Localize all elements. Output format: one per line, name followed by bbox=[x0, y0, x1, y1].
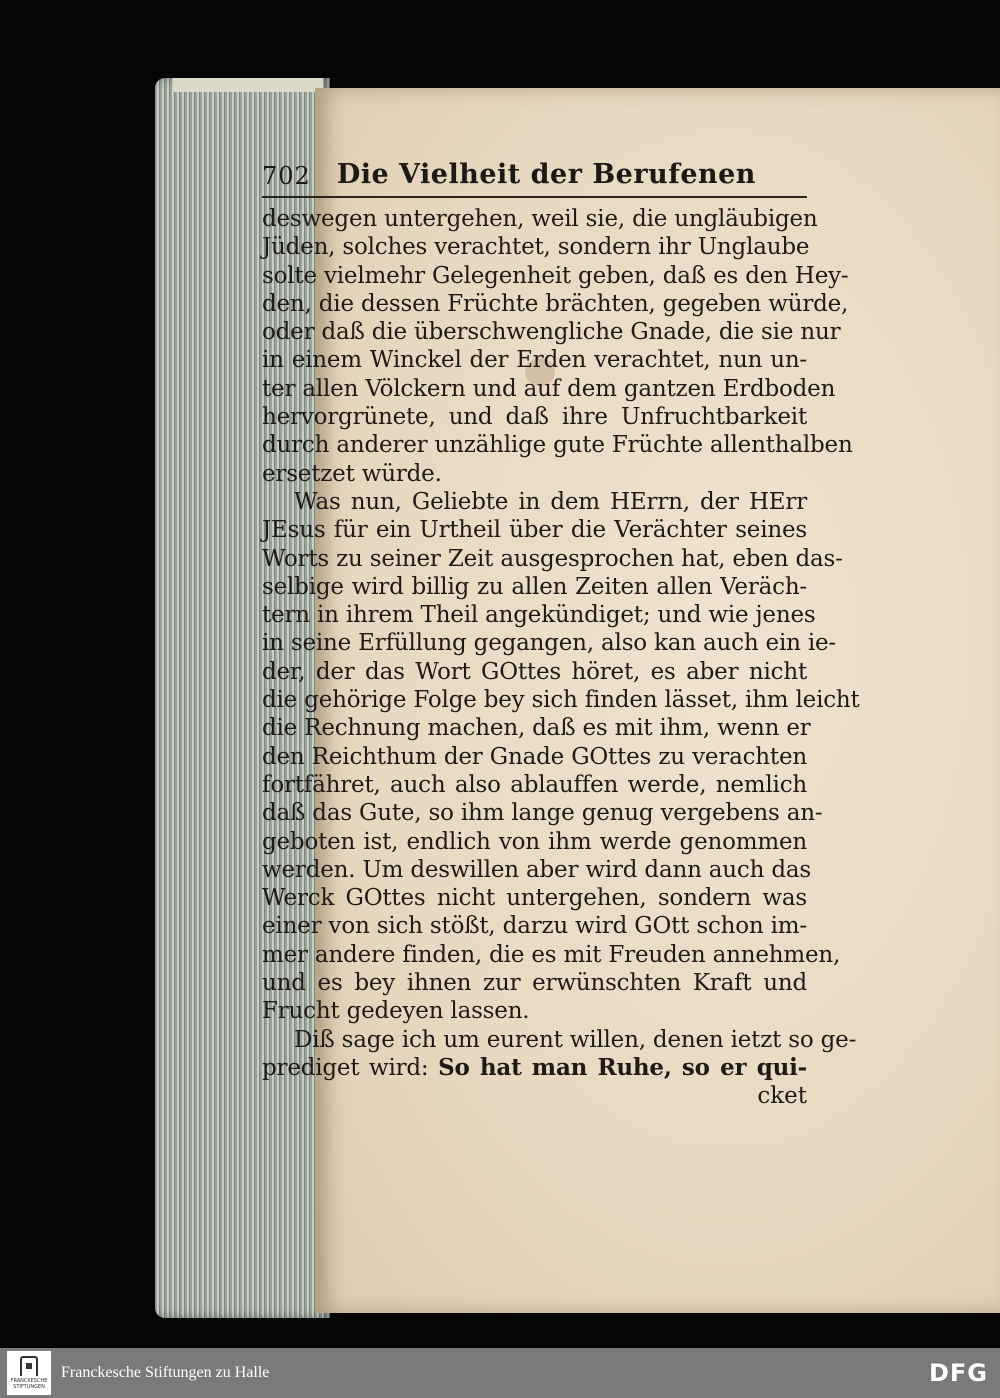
text-line: ersetzet würde. bbox=[262, 460, 442, 487]
text-line: hervorgrünete, und daß ihre Unfruchtbarkeit bbox=[262, 404, 807, 431]
footer-title[interactable]: Franckesche Stiftungen zu Halle bbox=[61, 1364, 270, 1381]
text-line: Diß sage ich um eurent willen, denen ietzt so ge- bbox=[294, 1026, 857, 1053]
page-header bbox=[262, 140, 807, 190]
header-rule bbox=[262, 196, 807, 198]
text-line: oder daß die überschwengliche Gnade, die sie nur bbox=[262, 319, 841, 346]
running-head: Die Vielheit der Berufenen bbox=[336, 159, 756, 190]
text-line: die gehörige Folge bey sich finden lässet, ihm leicht bbox=[262, 687, 860, 714]
text-line: ter allen Völckern und auf dem gantzen Erdboden bbox=[262, 375, 836, 402]
text-line: solte vielmehr Gelegenheit geben, daß es den Hey- bbox=[262, 262, 849, 289]
text-line: Worts zu seiner Zeit ausgesprochen hat, eben das- bbox=[262, 545, 843, 572]
text-line bbox=[262, 1054, 807, 1082]
text-line: JEsus für ein Urtheil über die Verächter seines bbox=[262, 517, 807, 544]
text-line: Frucht gedeyen lassen. bbox=[262, 998, 530, 1025]
text-line-start: prediget wird: bbox=[262, 1054, 429, 1081]
text-line: tern in ihrem Theil angekündiget; und wie jenes bbox=[262, 602, 816, 629]
text-line: Jüden, solches verachtet, sondern ihr Unglaube bbox=[262, 234, 810, 261]
text-line: in seine Erfüllung gegangen, also kan auch ein ie- bbox=[262, 630, 836, 657]
catchword: cket bbox=[757, 1083, 807, 1110]
text-line: mer andere finden, die es mit Freuden annehmen, bbox=[262, 941, 841, 968]
body-text bbox=[262, 205, 860, 1110]
building-icon bbox=[20, 1356, 38, 1376]
text-line: geboten ist, endlich von ihm werde genommen bbox=[262, 828, 807, 855]
viewer-footer bbox=[0, 1348, 1000, 1398]
text-line: in einem Winckel der Erden verachtet, nun un- bbox=[262, 347, 807, 374]
stiftungen-logo[interactable] bbox=[7, 1351, 51, 1395]
text-line: einer von sich stößt, darzu wird GOtt schon im- bbox=[262, 913, 807, 940]
text-line: den Reichthum der Gnade GOttes zu verachten bbox=[262, 743, 807, 770]
text-line: der, der das Wort GOttes höret, es aber nicht bbox=[262, 658, 807, 685]
text-line: selbige wird billig zu allen Zeiten allen Veräch- bbox=[262, 573, 807, 600]
text-line: werden. Um deswillen aber wird dann auch das bbox=[262, 856, 811, 883]
text-line: durch anderer unzählige gute Früchte allenthalben bbox=[262, 432, 853, 459]
text-line: daß das Gute, so ihm lange genug vergebens an- bbox=[262, 800, 823, 827]
text-line: fortfähret, auch also ablauffen werde, nemlich bbox=[262, 771, 807, 798]
text-line-tail: So hat man Ruhe, so er qui- bbox=[438, 1053, 807, 1081]
text-line: Was nun, Geliebte in dem HErrn, der HErr bbox=[294, 488, 807, 515]
page-number: 702 bbox=[262, 162, 311, 190]
text-line: deswegen untergehen, weil sie, die ungläubigen bbox=[262, 206, 818, 232]
text-line: Werck GOttes nicht untergehen, sondern was bbox=[262, 885, 807, 912]
dfg-logo[interactable]: DFG bbox=[928, 1359, 988, 1387]
text-line: den, die dessen Früchte brächten, gegeben würde, bbox=[262, 290, 849, 317]
logo-text: FRANCKESCHE STIFTUNGEN bbox=[10, 1378, 48, 1390]
text-line: und es bey ihnen zur erwünschten Kraft und bbox=[262, 970, 807, 997]
text-line: die Rechnung machen, daß es mit ihm, wenn er bbox=[262, 715, 811, 742]
